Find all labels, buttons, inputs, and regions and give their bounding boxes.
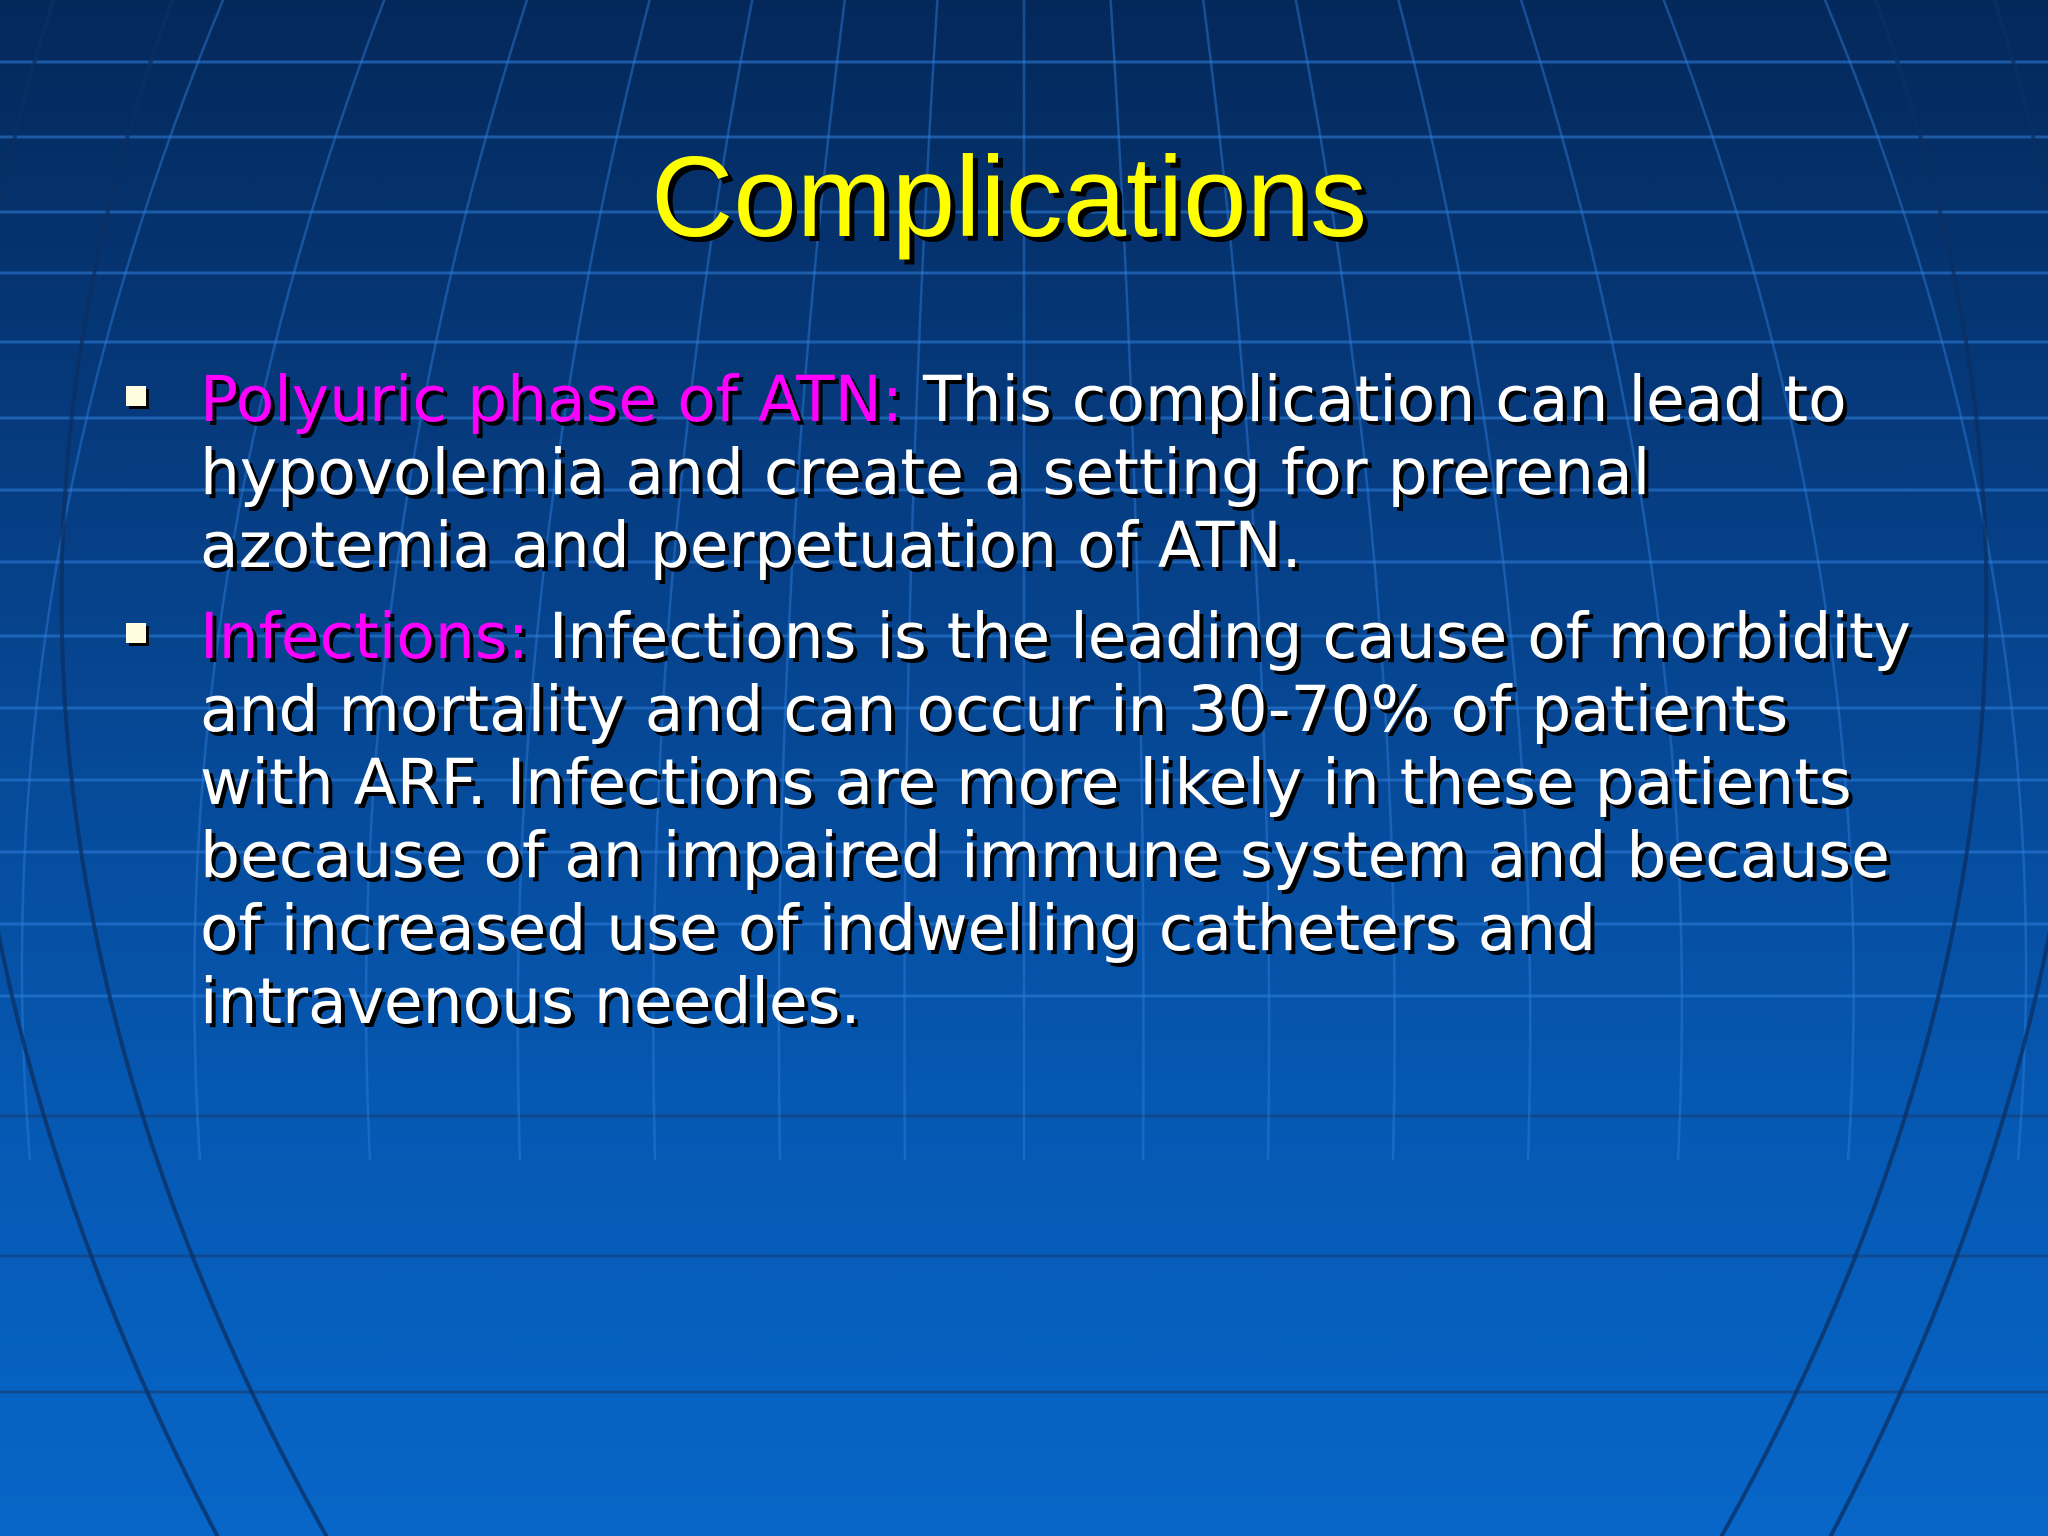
bullet-polyuric-phase [0,363,1940,582]
bullet-list [0,363,2048,1056]
bullet-text: Infections is the leading cause of morbidity and mortality and can occur in 30-70% of patients with ARF. Infections are more likely in these patients because of an impaired immune system and because of increased use of indwelling catheters and intravenous needles. [200,600,1911,1038]
bullet-lead: Infections: [200,600,529,673]
slide-title: Complications [651,134,1367,261]
bullet-infections [0,600,1940,1038]
square-bullet-icon [126,386,146,406]
square-bullet-icon [126,623,146,643]
bullet-lead: Polyuric phase of ATN: [200,363,903,436]
bullet-text: This complication can lead to hypovolemia and create a setting for prerenal azotemia and perpetuation of ATN. [200,363,1847,582]
